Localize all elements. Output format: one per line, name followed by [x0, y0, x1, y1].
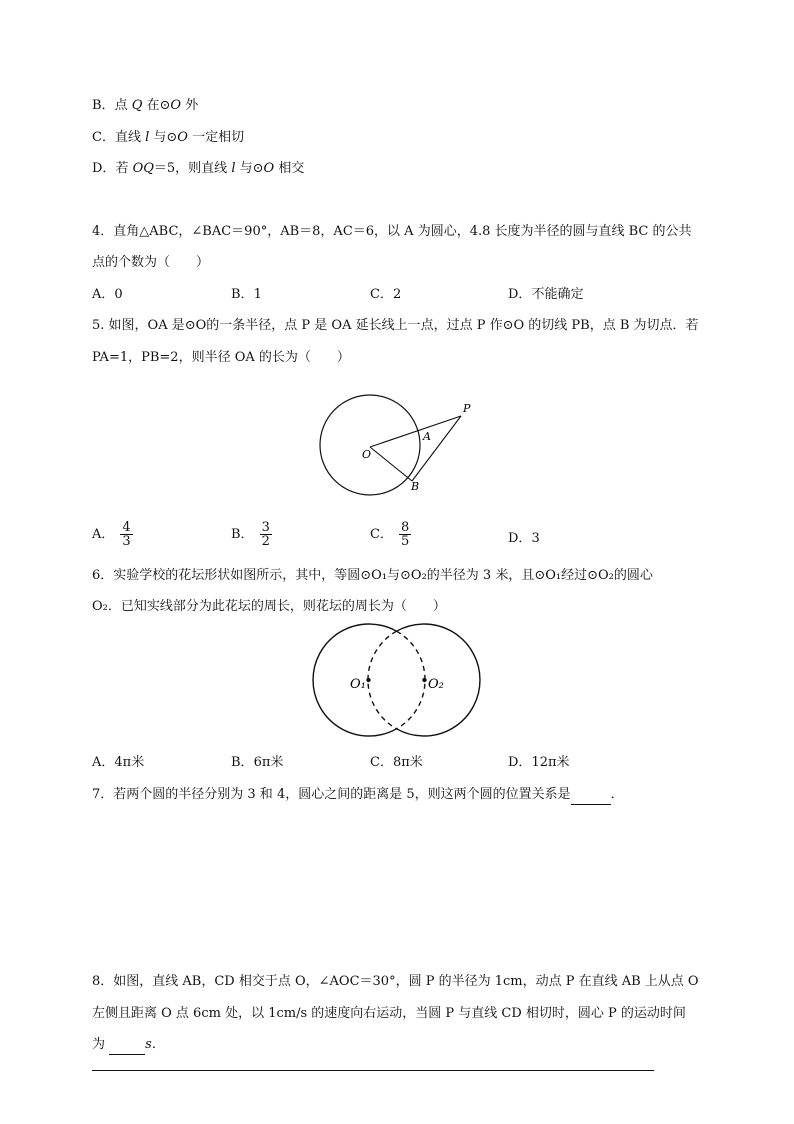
q5-option-a: A． $\frac{4}{3}$ — [92, 520, 131, 549]
q8-stem-line2: 左侧且距离 O 点 6cm 处，以 1cm/s 的速度向右运动，当圆 P 与直线 CD 相切时，圆心 P 的运动时间 — [92, 1006, 686, 1021]
q5-stem-line1: 5. 如图，OA 是⊙O的一条半径，点 P 是 OA 延长线上一点，过点 P 作⊙O 的切线 PB，点 B 为切点．若 — [92, 318, 699, 333]
q5-label-b: B — [411, 480, 420, 493]
q6-figure — [305, 622, 490, 746]
q6-stem-line1: 6．实验学校的花坛形状如图所示，其中，等圆⊙O₁与⊙O₂的半径为 3 米，且⊙O₁经过⊙O₂的圆心 — [92, 568, 653, 583]
q4-stem-line1: 4．直角△ABC，∠BAC＝90°，AB＝8，AC＝6，以 A 为圆心，4.8 长度为半径的圆与直线 BC 的公共 — [92, 224, 692, 239]
q6-label-o2: O₂ — [428, 677, 444, 692]
q7-stem: 7．若两个圆的半径分别为 3 和 4，圆心之间的距离是 5，则这两个圆的位置关系是 ． — [92, 786, 624, 805]
q6-center-o1 — [366, 678, 370, 682]
bottom-rule — [92, 1070, 654, 1071]
q5-label-a: A — [423, 430, 431, 443]
q6-label-o1: O₁ — [350, 677, 366, 692]
q5-circle-o — [320, 395, 420, 495]
q6-dashed-arc-left — [368, 631, 397, 729]
q5-option-c: C． $\frac{8}{5}$ — [370, 520, 410, 549]
q4-option-d: D．不能确定 — [508, 287, 584, 302]
q5-option-c-fraction: $\frac{8}{5}$ — [400, 520, 410, 549]
q4-option-c: C．2 — [370, 287, 402, 302]
q5-label-o: O — [362, 448, 372, 461]
q4-stem-line2: 点的个数为（ ） — [92, 255, 210, 270]
q5-option-b: B． $\frac{3}{2}$ — [231, 520, 270, 549]
q5-option-b-fraction: $\frac{3}{2}$ — [261, 520, 270, 549]
q5-option-d: D．3 — [508, 531, 540, 546]
q4-option-a: A．0 — [92, 287, 123, 302]
q8-answer-blank[interactable] — [109, 1036, 145, 1055]
q8-stem-line3: 为 s． — [92, 1036, 165, 1055]
q6-stem-line2: O₂．已知实线部分为此花坛的周长，则花坛的周长为（ ） — [92, 599, 446, 614]
q5-label-p: P — [463, 402, 471, 415]
q3-option-b: B．点 Q 在⊙O 外 — [92, 98, 199, 113]
q6-option-a: A．4π米 — [92, 755, 145, 770]
q5-segment-op — [370, 416, 461, 447]
q4-option-b: B．1 — [231, 287, 262, 302]
q5-option-a-fraction: $\frac{4}{3}$ — [122, 520, 131, 549]
q5-figure — [310, 392, 490, 502]
q3-option-d: D．若 OQ＝5，则直线 l 与⊙O 相交 — [92, 161, 305, 176]
q6-center-o2 — [422, 678, 426, 682]
q8-stem-line1: 8．如图，直线 AB，CD 相交于点 O，∠AOC＝30°，圆 P 的半径为 1cm，动点 P 在直线 AB 上从点 O — [92, 974, 699, 989]
q3-option-c: C．直线 l 与⊙O 一定相切 — [92, 130, 245, 145]
q7-answer-blank[interactable] — [571, 786, 611, 805]
q6-option-c: C．8π米 — [370, 755, 423, 770]
q5-segment-ob — [370, 447, 412, 481]
q5-stem-line2: PA=1，PB=2，则半径 OA 的长为（ ） — [92, 350, 350, 365]
q6-dashed-arc-right — [397, 631, 426, 729]
q6-option-d: D．12π米 — [508, 755, 570, 770]
q6-option-b: B．6π米 — [231, 755, 284, 770]
